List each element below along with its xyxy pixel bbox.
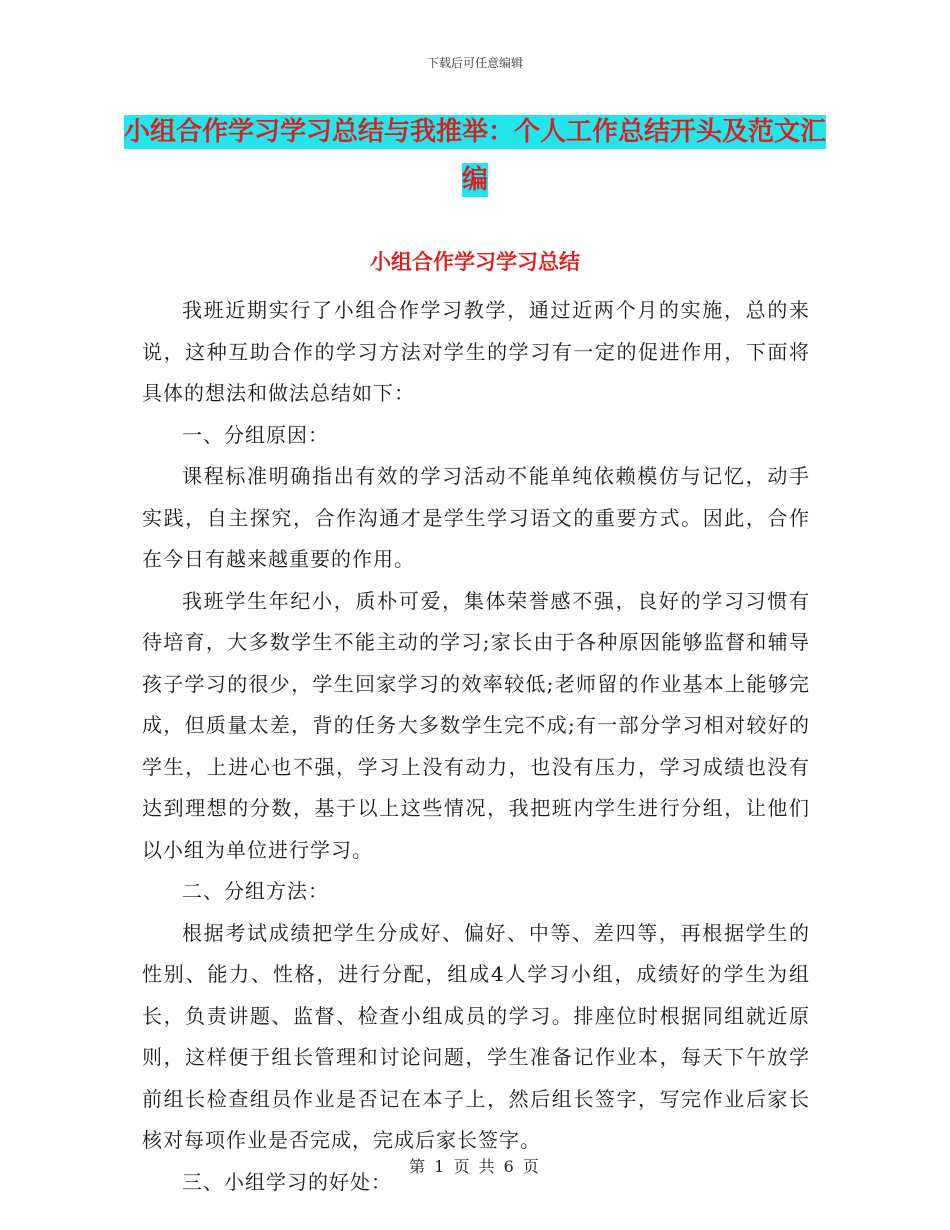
paragraph-heading: 三、小组学习的好处： [182,1169,392,1194]
body-text [142,290,810,1203]
header-note: 下载后可任意编辑 [426,56,523,70]
paragraph: 我班近期实行了小组合作学习教学，通过近两个月的实施，总的来说，这种互助合作的学习方法对学生的学习有一定的促进作用，下面将具体的想法和做法总结如下： [142,298,810,405]
paragraph: 课程标准明确指出有效的学习活动不能单纯依赖模仿与记忆，动手实践，自主探究，合作沟通才是学生学习语文的重要方式。因此，合作在今日有越来越重要的作用。 [142,464,810,571]
paragraph-heading: 一、分组原因： [182,422,329,447]
section-title: 小组合作学习学习总结 [370,250,580,274]
main-title-text: 小组合作学习学习总结与我推举：个人工作总结开头及范文汇编 [123,117,826,195]
paragraph: 我班学生年纪小，质朴可爱，集体荣誉感不强，良好的学习习惯有待培育，大多数学生不能主动的学习;家长由于各种原因能够监督和辅导孩子学习的很少，学生回家学习的效率较低;老师留的作业基本上能够完成，但质量太差，背的任务大多数学生完不成;有一部分学习相对较好的学生，上进心也不强，学习上没有动力，也没有压力，学习成绩也没有达到理想的分数，基于以上这些情况，我把班内学生进行分组，让他们以小组为单位进行学习。 [142,588,810,862]
paragraph-heading: 二、分组方法： [182,879,329,903]
main-title [120,108,830,204]
paragraph: 根据考试成绩把学生分成好、偏好、中等、差四等，再根据学生的性别、能力、性格，进行分配，组成4人学习小组，成绩好的学生为组长，负责讲题、监督、检查小组成员的学习。排座位时根据同组就近原则，这样便于组长管理和讨论问题，学生准备记作业本，每天下午放学前组长检查组员作业是否记在本子上，然后组长签字，写完作业后家长核对每项作业是否完成，完成后家长签字。 [142,920,810,1152]
page-footer: 第 1 页 共 6 页 [409,1157,541,1176]
